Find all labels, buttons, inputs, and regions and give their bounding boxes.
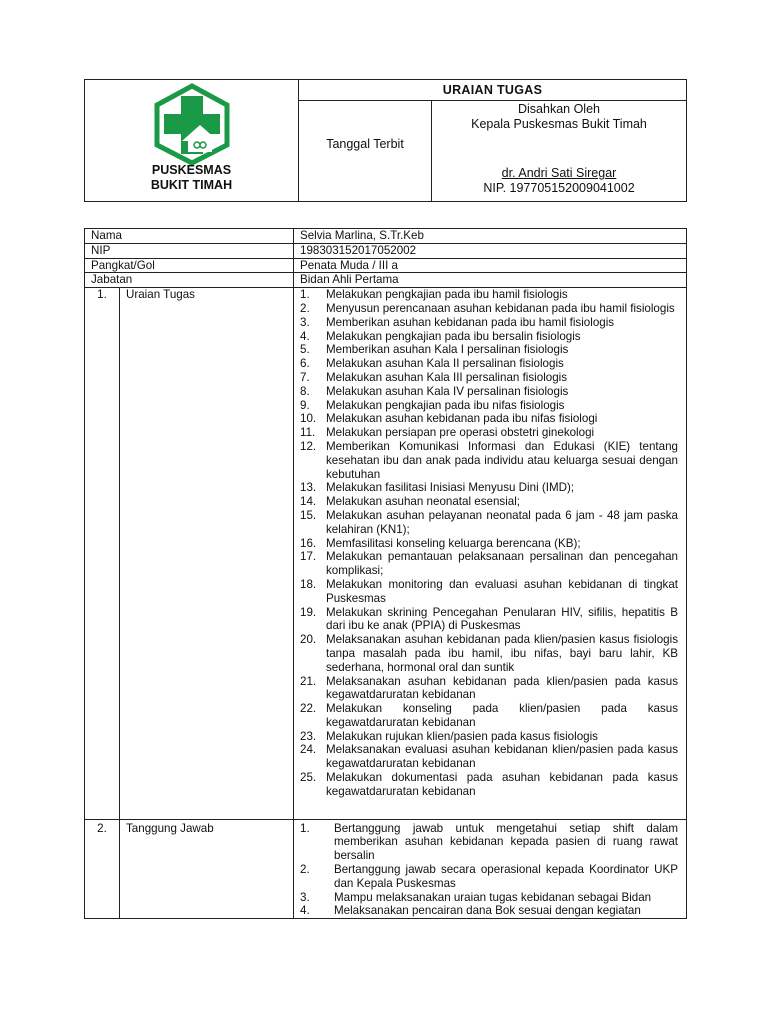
item-text: Melakukan persiapan pre operasi obstetri ginekologi (326, 426, 595, 440)
list-item (300, 537, 678, 551)
job-description-table (84, 228, 687, 919)
list-item (300, 481, 678, 495)
item-number: 16. (300, 536, 317, 550)
item-number: 17. (300, 550, 317, 564)
item-text: Melaksanakan pencairan dana Bok sesuai dengan kegiatan (334, 904, 641, 918)
list-item (300, 330, 678, 344)
item-text: Melakukan asuhan Kala II persalinan fisiologis (326, 357, 564, 371)
issue-date-label: Tanggal Terbit (299, 101, 432, 202)
item-number: 25. (300, 771, 317, 785)
list-item (300, 606, 678, 634)
list-item (300, 771, 678, 799)
item-text: Melakukan konseling pada klien/pasien pada kasus kegawatdaruratan kebidanan (326, 702, 678, 729)
item-text: Melakukan fasilitasi Inisiasi Menyusu Dini (IMD); (326, 481, 575, 495)
item-number: 2. (300, 863, 310, 877)
list-item (300, 633, 678, 674)
list-item (300, 495, 678, 509)
list-item (300, 743, 678, 771)
item-number: 20. (300, 633, 317, 647)
item-text: Melakukan dokumentasi pada asuhan kebidanan pada kasus kegawatdaruratan kebidanan (326, 771, 678, 798)
identity-label: NIP (85, 243, 294, 258)
item-text: Melaksanakan asuhan kebidanan pada klien/pasien pada kasus kegawatdaruratan kebidanan (326, 674, 678, 702)
identity-row-jabatan (85, 273, 687, 288)
item-text: Melakukan pengkajian pada ibu nifas fisiologis (326, 398, 565, 412)
item-number: 2. (300, 301, 310, 315)
item-text: Menyusun perencanaan asuhan kebidanan pada ibu hamil fisiologis (326, 301, 675, 315)
item-number: 7. (300, 370, 310, 384)
item-number: 9. (300, 398, 310, 412)
responsibilities-row (85, 819, 687, 919)
duties-row (85, 288, 687, 819)
item-number: 24. (300, 743, 317, 757)
item-number: 1. (300, 821, 310, 835)
list-item (300, 288, 678, 302)
item-number: 15. (300, 508, 317, 522)
item-number: 3. (300, 890, 310, 904)
list-item (300, 822, 678, 863)
responsibilities-cell (294, 819, 687, 919)
list-item (300, 440, 678, 481)
approver-name: dr. Andri Sati Siregar (501, 166, 617, 180)
list-item (300, 578, 678, 606)
item-number: 13. (300, 481, 317, 495)
item-number: 5. (300, 343, 310, 357)
item-text: Melakukan asuhan Kala IV persalinan fisiologis (326, 384, 569, 398)
item-text: Melakukan asuhan pelayanan neonatal pada 6 jam - 48 jam paska kelahiran (KN1); (326, 508, 678, 536)
item-text: Melaksanakan evaluasi asuhan kebidanan klien/pasien pada kasus kegawatdaruratan kebidanan (326, 743, 678, 771)
list-item (300, 302, 678, 316)
org-name-line1: PUSKESMAS (151, 163, 232, 177)
identity-row-nip (85, 243, 687, 258)
identity-row-pangkat (85, 258, 687, 273)
section-number: 1. (85, 288, 120, 819)
item-text: Mampu melaksanakan uraian tugas kebidanan sebagai Bidan (334, 890, 652, 904)
list-item (300, 730, 678, 744)
list-item (300, 399, 678, 413)
item-text: Memfasilitasi konseling keluarga berencana (KB); (326, 536, 581, 550)
approved-by-label: Disahkan Oleh (518, 102, 600, 116)
approver-nip: NIP. 197705152009041002 (483, 181, 635, 195)
item-number: 8. (300, 384, 310, 398)
section-number: 2. (85, 819, 120, 919)
item-number: 4. (300, 904, 310, 918)
list-item (300, 385, 678, 399)
approver-title: Kepala Puskesmas Bukit Timah (471, 117, 647, 131)
list-item (300, 702, 678, 730)
list-item (300, 509, 678, 537)
list-item (300, 904, 678, 918)
item-text: Melakukan asuhan Kala III persalinan fisiologis (326, 370, 568, 384)
item-text: Melaksanakan asuhan kebidanan pada klien/pasien kasus fisiologis tanpa masalah pada ibu hamil, ibu nifas, bayi baru lahir, KB sederhana, hormonal oral dan suntik (326, 633, 678, 674)
identity-label: Nama (85, 229, 294, 244)
item-text: Memberikan asuhan kebidanan pada ibu hamil fisiologis (326, 315, 615, 329)
item-number: 11. (300, 426, 316, 440)
document-title: URAIAN TUGAS (299, 80, 687, 101)
item-text: Melakukan rujukan klien/pasien pada kasus fisiologis (326, 729, 598, 743)
item-number: 3. (300, 315, 310, 329)
item-number: 21. (300, 674, 317, 688)
item-number: 14. (300, 495, 317, 509)
item-text: Memberikan Komunikasi Informasi dan Edukasi (KIE) tentang kesehatan ibu dan anak pada individu atau keluarga sesuai dengan kebutuhan (326, 439, 678, 481)
item-text: Bertanggung jawab untuk mengetahui setiap shift dalam memberikan asuhan kebidanan kepada pasien di ruang rawat bersalin (334, 821, 678, 863)
approval-cell (432, 101, 687, 202)
section-label: Uraian Tugas (120, 288, 294, 819)
list-item (300, 426, 678, 440)
item-number: 4. (300, 329, 310, 343)
duties-cell (294, 288, 687, 819)
list-item (300, 412, 678, 426)
identity-value: Selvia Marlina, S.Tr.Keb (294, 229, 687, 244)
item-number: 1. (300, 288, 310, 302)
item-text: Melakukan skrining Pencegahan Penularan HIV, sifilis, hepatitis B dari ibu ke anak (PPIA) di Puskesmas (326, 605, 678, 633)
item-number: 12. (300, 439, 317, 453)
list-item (300, 550, 678, 578)
item-text: Melakukan pengkajian pada ibu hamil fisiologis (326, 288, 568, 302)
item-number: 22. (300, 702, 317, 716)
identity-value: 198303152017052002 (294, 243, 687, 258)
item-text: Memberikan asuhan Kala I persalinan fisiologis (326, 343, 569, 357)
item-text: Bertanggung jawab secara operasional kepada Koordinator UKP dan Kepala Puskesmas (334, 863, 678, 890)
duties-list (300, 288, 678, 798)
list-item (300, 357, 678, 371)
identity-label: Jabatan (85, 273, 294, 288)
list-item (300, 863, 678, 891)
item-text: Melakukan pemantauan pelaksanaan persalinan dan pencegahan komplikasi; (326, 550, 678, 578)
puskesmas-logo-icon (152, 83, 232, 165)
item-number: 23. (300, 729, 317, 743)
list-item (300, 675, 678, 703)
item-number: 19. (300, 605, 317, 619)
item-text: Melakukan asuhan kebidanan pada ibu nifas fisiologi (326, 412, 598, 426)
item-number: 10. (300, 412, 317, 426)
item-number: 6. (300, 357, 310, 371)
item-number: 18. (300, 577, 317, 591)
identity-value: Bidan Ahli Pertama (294, 273, 687, 288)
logo-cell (85, 80, 299, 202)
item-text: Melakukan asuhan neonatal esensial; (326, 495, 521, 509)
list-item (300, 316, 678, 330)
section-label: Tanggung Jawab (120, 819, 294, 919)
org-name-line2: BUKIT TIMAH (150, 178, 233, 192)
document-header (84, 79, 687, 202)
item-text: Melakukan pengkajian pada ibu bersalin fisiologis (326, 329, 581, 343)
list-item (300, 343, 678, 357)
identity-label: Pangkat/Gol (85, 258, 294, 273)
identity-row-nama (85, 229, 687, 244)
list-item (300, 891, 678, 905)
list-item (300, 371, 678, 385)
item-text: Melakukan monitoring dan evaluasi asuhan kebidanan di tingkat Puskesmas (326, 577, 678, 605)
responsibilities-list (300, 822, 678, 919)
identity-value: Penata Muda / III a (294, 258, 687, 273)
